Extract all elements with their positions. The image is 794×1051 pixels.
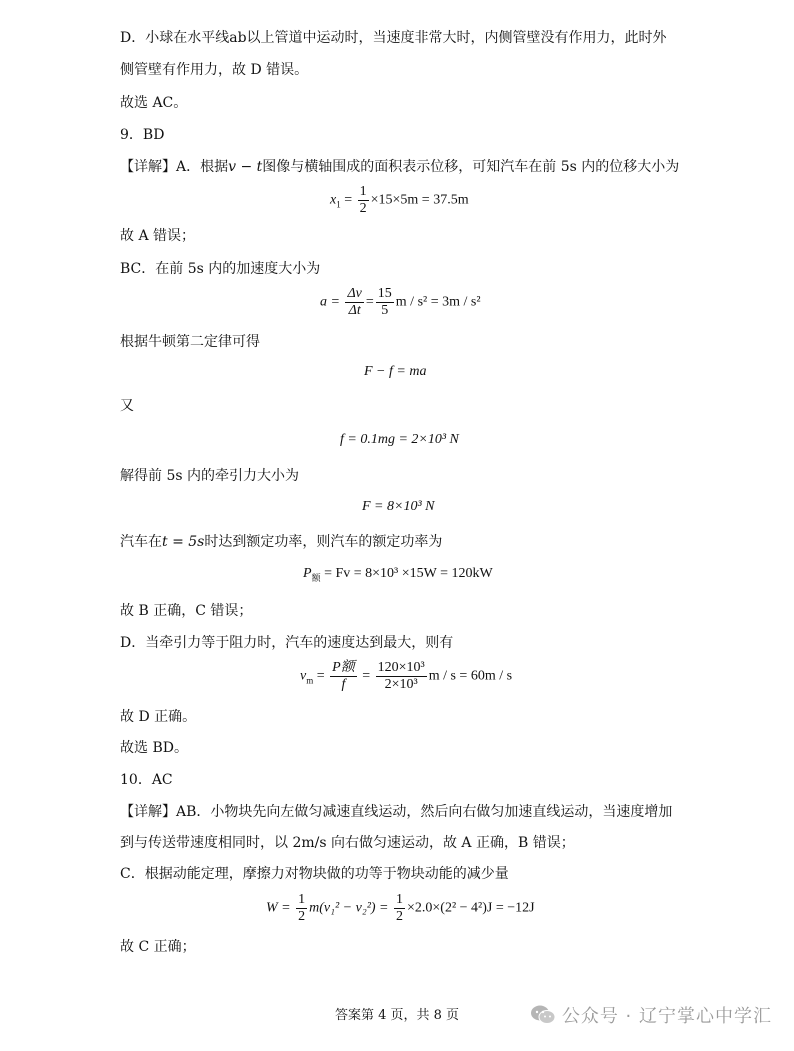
- W-den2: 2: [396, 909, 403, 924]
- x1-num: 1: [359, 184, 367, 199]
- P-rest: = Fv = 8×10³ ×15W = 120kW: [324, 566, 493, 581]
- a-fraction-2: [376, 286, 394, 319]
- wechat-icon: [530, 1004, 556, 1026]
- x1-fraction: [358, 184, 369, 217]
- line-11-a: 汽车在: [120, 534, 162, 550]
- equation-power: [303, 566, 493, 584]
- x1-lhs: x: [330, 192, 337, 208]
- line-14: 故 D 正确。: [120, 709, 197, 725]
- equation-friction: f = 0.1mg = 2×10³ N: [340, 432, 459, 447]
- equation-newton: F − f = ma: [364, 364, 427, 379]
- line-8: 根据牛顿第二定律可得: [120, 334, 260, 350]
- answer-9-heading: 9．BD: [120, 127, 165, 143]
- line-11-b: 时达到额定功率，则汽车的额定功率为: [204, 534, 443, 550]
- line-7: BC．在前 5s 内的加速度大小为: [120, 261, 321, 277]
- x1-rest: ×15×5m = 37.5m: [370, 192, 469, 208]
- W-fraction-1: [296, 892, 307, 925]
- line-15: 故选 BD。: [120, 740, 188, 756]
- vm-num1: P额: [332, 660, 355, 675]
- line-5-b: 图像与横轴围成的面积表示位移，可知汽车在前 5s 内的位移大小为: [262, 159, 680, 175]
- watermark: [530, 1002, 772, 1028]
- W-mid: m(v₁² − v₂²) =: [309, 900, 389, 916]
- vm-lhs: v: [300, 668, 307, 684]
- line-1: D．小球在水平线ab以上管道中运动时，当速度非常大时，内侧管壁没有作用力，此时外: [120, 30, 667, 46]
- a-num2: 15: [377, 286, 392, 301]
- t5-symbol: t = 5s: [162, 534, 205, 550]
- a-rest: m / s² = 3m / s²: [395, 294, 481, 310]
- equation-a: [320, 286, 481, 319]
- line-20: 故 C 正确；: [120, 939, 196, 955]
- line-6: 故 A 错误；: [120, 228, 196, 244]
- line-12: 故 B 正确，C 错误；: [120, 603, 253, 619]
- answer-10-heading: 10．AC: [120, 772, 173, 788]
- vm-den1: f: [341, 677, 346, 692]
- a-fraction: [345, 286, 363, 319]
- vm-num2: 120×10³: [377, 660, 425, 675]
- W-num2: 1: [396, 892, 403, 907]
- vt-symbol: v − t: [228, 159, 263, 175]
- watermark-text: 公众号 · 辽宁掌心中学汇: [561, 1006, 772, 1027]
- line-17: 【详解】AB．小物块先向左做匀减速直线运动，然后向右做匀加速直线运动，当速度增加: [120, 804, 673, 820]
- line-5: [120, 157, 679, 177]
- P-sub: 额: [311, 572, 321, 583]
- vm-den2: 2×10³: [384, 677, 418, 692]
- line-3: 故选 AC。: [120, 95, 188, 111]
- vm-fraction-1: [330, 660, 357, 693]
- a-lhs: a =: [320, 294, 340, 310]
- x1-sub: 1: [336, 199, 341, 210]
- line-9: 又: [120, 398, 134, 414]
- line-11: [120, 532, 442, 552]
- a-den: Δt: [348, 303, 361, 318]
- vm-rest: m / s = 60m / s: [428, 668, 513, 684]
- W-rest: ×2.0×(2² − 4²)J = −12J: [407, 900, 535, 916]
- line-2: 侧管壁有作用力，故 D 错误。: [120, 62, 309, 78]
- W-lhs: W =: [266, 900, 291, 916]
- line-19: C．根据动能定理，摩擦力对物块做的功等于物块动能的减少量: [120, 866, 509, 882]
- W-den: 2: [298, 909, 306, 924]
- P-lhs: P: [303, 566, 312, 581]
- line-18: 到与传送带速度相同时，以 2m/s 向右做匀速运动，故 A 正确，B 错误；: [120, 835, 575, 851]
- a-num: Δv: [347, 286, 362, 301]
- a-eq: =: [365, 294, 374, 310]
- equation-vm: $v_m$ = $\frac{\text{P额}}{f}$ = $\frac{\text{120×10³}}{\text{2×10³}}$ m / s = 60m / s: [300, 660, 513, 692]
- W-fraction-2: [394, 892, 405, 925]
- page-footer: 答案第 4 页，共 8 页: [334, 1008, 460, 1023]
- vm-sub: m: [306, 675, 314, 686]
- vm-fraction-2: [376, 660, 427, 693]
- equation-work: [266, 892, 535, 925]
- W-num: 1: [298, 892, 306, 907]
- line-10: 解得前 5s 内的牵引力大小为: [120, 468, 299, 484]
- x1-den: 2: [359, 201, 367, 216]
- a-den2: 5: [381, 303, 389, 318]
- equation-F: F = 8×10³ N: [362, 499, 435, 514]
- line-5-a: 【详解】A．根据: [120, 159, 229, 175]
- line-13: D．当牵引力等于阻力时，汽车的速度达到最大，则有: [120, 635, 454, 651]
- equation-x1: $x_1$ = $\frac{1}{2}$ ×15×5m = 37.5m: [330, 184, 469, 216]
